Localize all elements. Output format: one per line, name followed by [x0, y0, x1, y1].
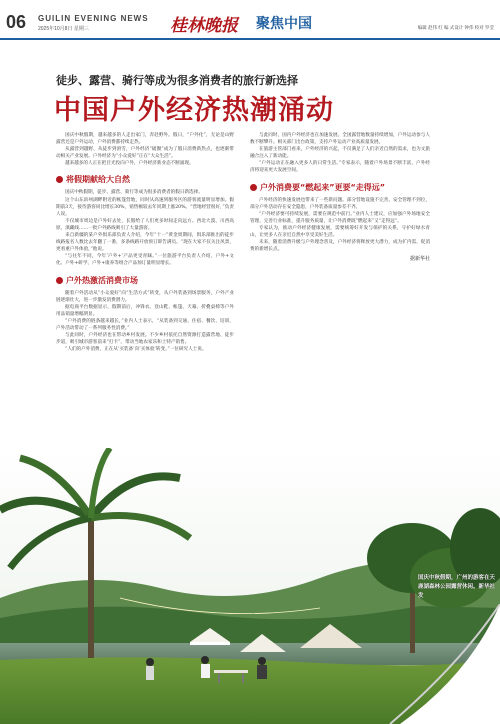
paragraph: “人们的户外消费，正在从‘买装备’向‘买体验’转变。”一位研究人士说。 — [65, 347, 207, 353]
paragraph: 国庆中秋假期，越来越多的人走出家门，奔赴野外。假日，“户外化”，无论是山野露营还是户外运动，户外消费都持续走热。 — [56, 133, 234, 146]
article-subtitle: 徒步、露营、骑行等成为很多消费者的旅行新选择 — [56, 74, 298, 87]
paragraph: 据电商平台数据显示，假期前后，冲锋衣、登山鞋、帐篷、天幕、折叠桌椅等户外用品销量增幅明显。 — [56, 304, 234, 317]
paragraph: 国庆中秋假期，徒步、露营、骑行等成为很多消费者的假日新选择。 — [65, 190, 203, 196]
subheading-text: 户外热激活消费市场 — [66, 275, 138, 285]
paragraph: 未来，随着消费升级与户外理念普及，户外经济将释放更大潜力，成为扩内需、促消费的新增长点。 — [250, 240, 430, 253]
newspaper-logo: 桂林晚报 — [170, 16, 238, 36]
paragraph: 从露营到越野、从徒步到滑雪，户外经济“破圈”成为了假日消费新热点，也逐渐带动相关产业发展。户外经济为“小众爱好”正在“大众生活”。 — [56, 147, 234, 160]
paragraph: 越来越多的人正在把目光投向户外，户外经济新业态不断涌现。 — [65, 161, 194, 167]
article-column-2 — [250, 132, 430, 263]
byline: 据新华社 — [409, 256, 430, 263]
paragraph: “户外消费的链条越来越长，”业内人士表示，“从装备到交通、住宿、餐饮、培训，户外活动带动了一系列服务性消费。” — [56, 318, 234, 331]
photo-caption: 国庆中秋假期，广州的游客在天鹿湖森林公园露营休闲。新华社发 — [418, 575, 496, 599]
subheading-text: 户外消费要“燃起来”更要“走得远” — [260, 182, 386, 192]
paragraph: 不仅城市周边是户外好去处，长假给了人们更多时间走向远方。西北大漠、川西高原、滇藏线……一批户外路线吸引了大量游客。 — [56, 218, 234, 231]
subheading-text: 将假期献给大自然 — [66, 175, 130, 185]
paragraph: “与往年不同，今年‘户外+’产品更受青睐。”一位旅游平台负责人介绍，户外+文化、户外+研学、户外+康养等组合产品预订量明显增长。 — [56, 254, 234, 267]
bullet-icon — [56, 277, 63, 284]
article-title: 中国户外经济热潮涌动 — [54, 95, 334, 126]
subheading-market — [56, 275, 234, 286]
bullet-icon — [56, 176, 63, 183]
paragraph: “户外经济要可持续发展，需要在规范中前行。”业内人士建议，应加强户外场地安全管理，完善行业标准，提升服务质量，让户外消费既“燃起来”又“走得远”。 — [250, 211, 430, 224]
publication-name: GUILIN EVENING NEWS — [38, 14, 149, 23]
paragraph: 随着户外活动从“小众爱好”向“生活方式”转变，从户外装备到场景服务，户外产业链逐渐壮大，进一步激发消费潜力。 — [56, 290, 234, 303]
paragraph: 来自新疆的某户外俱乐部负责人介绍，今年“十一”黄金周期间，俱乐部推出的徒步线路报名人数比去年翻了一番，多条线路开放预订即告满员。“现在大家不仅关注风景，更看重户外体验，”他说。 — [56, 233, 234, 253]
paragraph: 与此同时，国内户外经济也在加速发展。全国露营地数量持续增加，户外运动参与人数不断攀升。相关部门出台政策，支持户外运动产业高质量发展。 — [250, 133, 430, 146]
subheading-sustain — [250, 182, 430, 193]
paragraph: 与此同时，户外经济也在带动乡村发展。不少乡村依托自然资源打造露营地、徒步步道，吸引城市游客前来“打卡”，带动当地农家乐和土特产销售。 — [56, 333, 234, 346]
section-title: 聚焦中国 — [256, 16, 312, 32]
editors-credit: 编辑 赵伟 红 编 式设计 钟伟 校对 罗莹 — [417, 25, 494, 30]
header-divider — [0, 38, 500, 40]
paragraph: 这个山东滨州湖畔附近的帐篷营地，同时从高速到服务区的游客流量明显增加。假期前3天，接待游客同比增长30%，销售额较去年同期上涨20%。“营地经营很好，”负责人说。 — [56, 197, 234, 217]
bullet-icon — [250, 184, 257, 191]
article-column-1 — [56, 132, 234, 353]
paragraph: 户外经济的快速发展也带来了一些新问题。部分营地设施不完善、安全管理不到位，部分户外活动存在安全隐患，户外装备质量参差不齐。 — [250, 197, 430, 210]
page-number: 06 — [6, 12, 27, 32]
page-header — [0, 0, 500, 40]
paragraph: 专家认为，推动户外经济健康发展，需要统筹好开发与保护的关系，守护好绿水青山，让更多人在亲近自然中享受美好生活。 — [250, 225, 430, 239]
issue-date: 2025年10月8日 星期三 — [38, 26, 89, 32]
paragraph: “户外运动正在融入更多人的日常生活。”专家表示，随着户外场景不断丰富，户外经济将迎来更大发展空间。 — [250, 161, 430, 174]
subheading-nature — [56, 174, 234, 185]
paragraph: 在旅游主管部门看来，户外经济的兴起，不仅满足了人们亲近自然的需求，也为文旅融合注入了新动能。 — [250, 147, 430, 160]
